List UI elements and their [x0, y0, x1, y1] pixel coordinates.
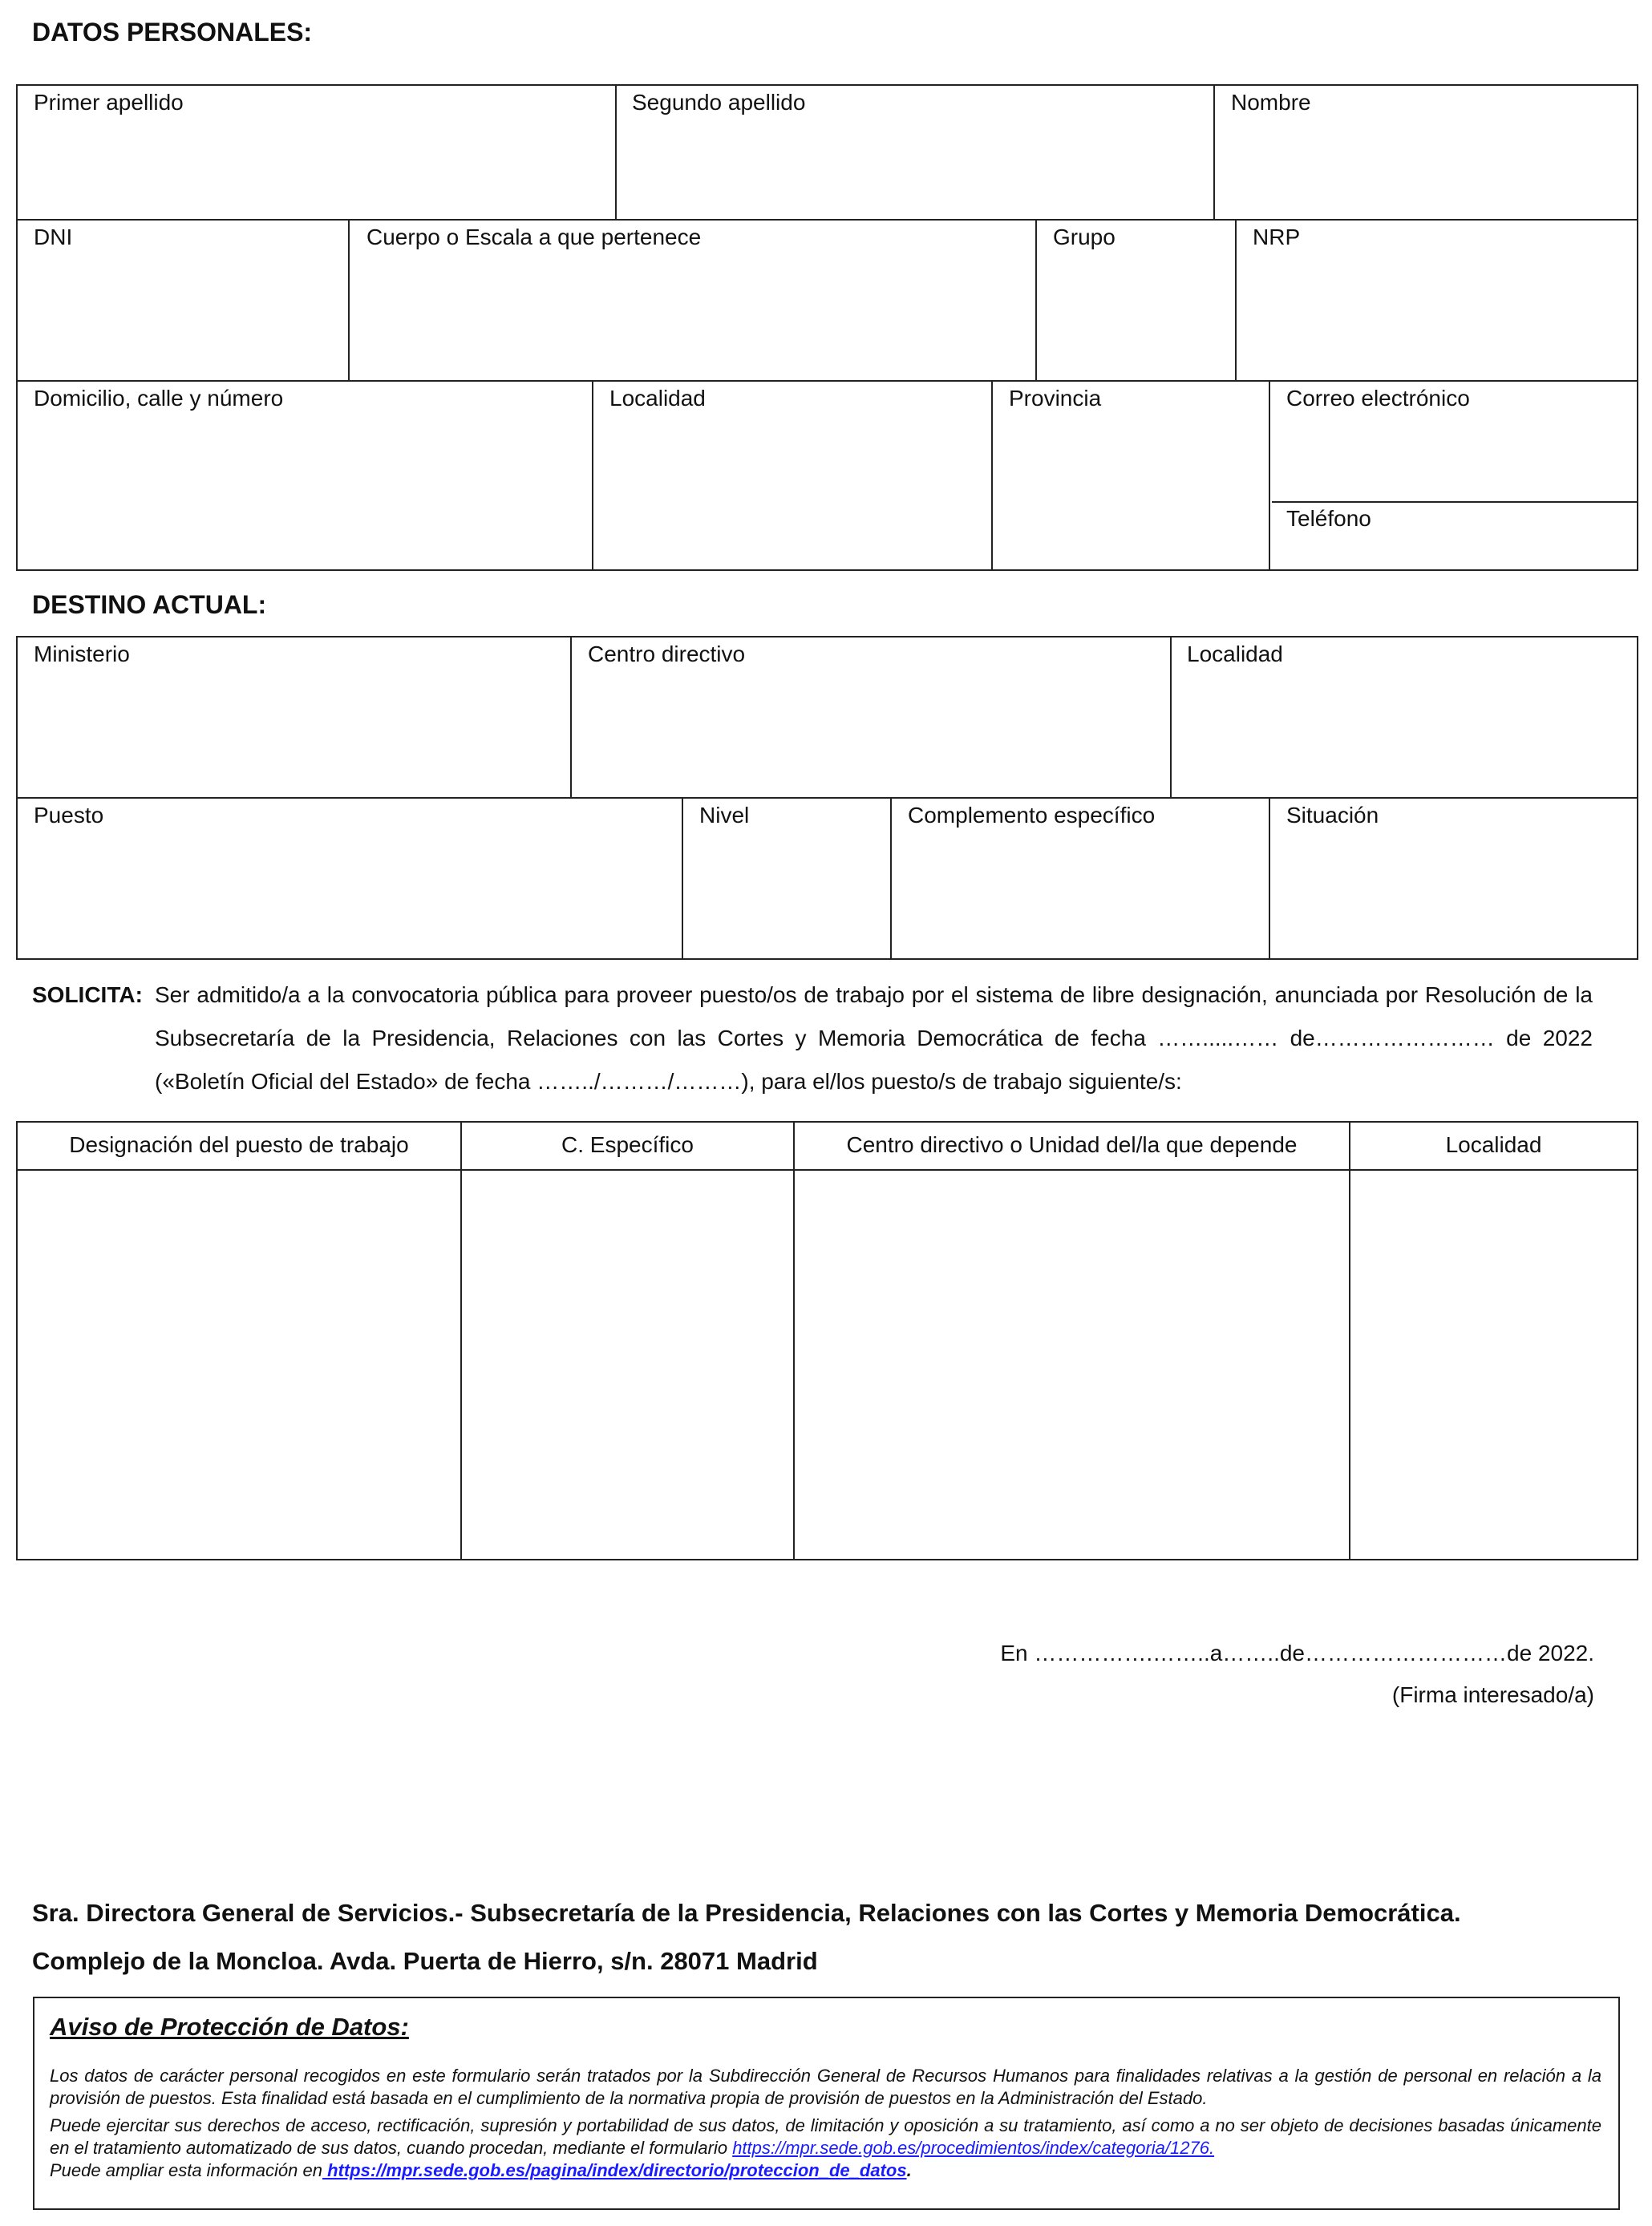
aviso-paragraph-2: [50, 2115, 1601, 2159]
col-divider: [1213, 84, 1215, 221]
destinatario-line-2: Complejo de la Moncloa. Avda. Puerta de Hierro, s/n. 28071 Madrid: [32, 1947, 818, 1975]
col-divider: [682, 797, 683, 960]
aviso-paragraph-2-text: Puede ejercitar sus derechos de acceso, rectificación, supresión y portabilidad de sus datos, de limitación y oposición a su tratamiento, así como a no ser objeto de decisiones basadas únicamente en el tratamiento automatizado de sus datos, cuando procedan, mediante el formulario: [50, 2115, 1601, 2158]
row-divider: [16, 380, 1638, 382]
aviso-body: [50, 2065, 1601, 2182]
row-divider: [1272, 501, 1638, 503]
field-telefono[interactable]: Teléfono: [1286, 506, 1371, 531]
field-cuerpo-escala[interactable]: Cuerpo o Escala a que pertenece: [366, 225, 702, 249]
row-divider: [16, 219, 1638, 221]
col-divider: [570, 636, 572, 799]
field-centro-directivo[interactable]: Centro directivo: [588, 641, 746, 666]
field-correo-electronico[interactable]: Correo electrónico: [1286, 386, 1470, 411]
table-cell-designacion[interactable]: [18, 1171, 460, 1559]
field-grupo[interactable]: Grupo: [1053, 225, 1116, 249]
field-nivel[interactable]: Nivel: [699, 803, 750, 828]
aviso-paragraph-3: [50, 2159, 1601, 2182]
table-cell-c-especifico[interactable]: [462, 1171, 793, 1559]
aviso-paragraph-3-text: Puede ampliar esta información en: [50, 2160, 322, 2180]
field-dni[interactable]: DNI: [34, 225, 73, 249]
field-localidad-destino[interactable]: Localidad: [1187, 641, 1283, 666]
column-header-c-especifico: C. Específico: [561, 1132, 694, 1157]
col-divider: [1235, 219, 1237, 382]
table-cell-centro-directivo[interactable]: [795, 1171, 1349, 1559]
field-situacion[interactable]: Situación: [1286, 803, 1379, 828]
proteccion-datos-link[interactable]: https://mpr.sede.gob.es/pagina/index/directorio/proteccion_de_datos: [322, 2160, 907, 2180]
field-nrp[interactable]: NRP: [1253, 225, 1301, 249]
field-nombre[interactable]: Nombre: [1231, 90, 1311, 115]
solicita-text: Ser admitido/a a la convocatoria pública para proveer puesto/os de trabajo por el sistema de libre designación, anunciada por Resolución de la Subsecretaría de la Presidencia, Relaciones con las Cortes y Memoria Democrática de fecha …….....…… de…………………… de 2022 («Boletín Oficial del Estado» de fecha ……../………/………), para el/los puesto/s de trabajo siguiente/s:: [155, 982, 1593, 1094]
column-header-designacion: Designación del puesto de trabajo: [69, 1132, 409, 1157]
section-heading-datos-personales: DATOS PERSONALES:: [32, 18, 313, 47]
row-divider: [16, 797, 1638, 799]
field-provincia[interactable]: Provincia: [1009, 386, 1102, 411]
section-heading-destino-actual: DESTINO ACTUAL:: [32, 590, 267, 619]
field-primer-apellido[interactable]: Primer apellido: [34, 90, 184, 115]
datos-personales-table: [16, 84, 1638, 571]
field-localidad[interactable]: Localidad: [609, 386, 706, 411]
destinatario-line-1: Sra. Directora General de Servicios.- Subsecretaría de la Presidencia, Relaciones con las Cortes y Memoria Democrática.: [32, 1899, 1461, 1927]
formulario-link[interactable]: https://mpr.sede.gob.es/procedimientos/index/categoria/1276.: [732, 2138, 1215, 2158]
field-puesto[interactable]: Puesto: [34, 803, 104, 828]
lugar-fecha: En …………….……..a……..de………………………de 2022.: [1000, 1641, 1594, 1665]
firma-label: (Firma interesado/a): [1391, 1682, 1594, 1707]
aviso-paragraph-3-end: .: [906, 2160, 912, 2180]
col-divider: [1269, 380, 1270, 571]
col-divider: [991, 380, 993, 571]
column-header-centro-directivo: Centro directivo o Unidad del/la que depende: [846, 1132, 1298, 1157]
table-cell-localidad[interactable]: [1350, 1171, 1637, 1559]
col-divider: [348, 219, 350, 382]
field-segundo-apellido[interactable]: Segundo apellido: [632, 90, 806, 115]
col-divider: [615, 84, 617, 221]
col-divider: [1170, 636, 1172, 799]
col-divider: [1035, 219, 1037, 382]
field-domicilio[interactable]: Domicilio, calle y número: [34, 386, 284, 411]
column-header-localidad: Localidad: [1445, 1132, 1542, 1157]
col-divider: [1269, 797, 1270, 960]
field-ministerio[interactable]: Ministerio: [34, 641, 130, 666]
aviso-paragraph-1: Los datos de carácter personal recogidos en este formulario serán tratados por la Subdirección General de Recursos Humanos para finalidades relativas a la gestión de personal en relación a la provisión de puestos. Esta finalidad está basada en el cumplimiento de la normativa propia de provisión de puestos en la Administración del Estado.: [50, 2066, 1601, 2108]
field-complemento-especifico[interactable]: Complemento específico: [908, 803, 1156, 828]
aviso-title: Aviso de Protección de Datos:: [50, 2013, 409, 2041]
solicita-label: SOLICITA:: [32, 982, 143, 1007]
col-divider: [890, 797, 892, 960]
col-divider: [592, 380, 593, 571]
